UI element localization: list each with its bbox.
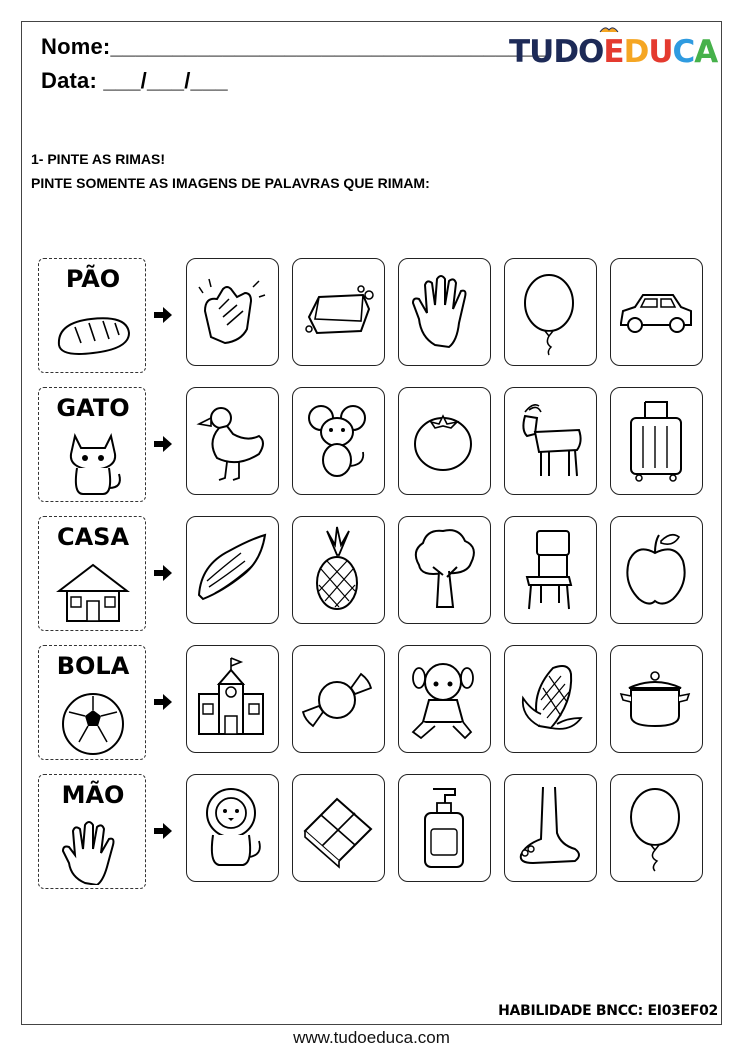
suitcase-icon bbox=[617, 396, 695, 486]
arrow-right-icon bbox=[152, 434, 174, 454]
hand-icon bbox=[53, 815, 133, 885]
tudoeduca-logo bbox=[509, 28, 717, 76]
option-card-suitcase[interactable] bbox=[610, 387, 703, 495]
logo-letter-a: A bbox=[694, 34, 718, 70]
doll-icon bbox=[405, 654, 483, 744]
option-card-balloon[interactable] bbox=[504, 258, 597, 366]
car-icon bbox=[617, 267, 695, 357]
house-icon bbox=[53, 557, 133, 627]
logo-text-tudo: TUDO bbox=[509, 34, 604, 70]
pot-icon bbox=[617, 654, 695, 744]
target-word-card bbox=[38, 387, 146, 502]
bread-icon bbox=[53, 299, 133, 369]
wing-icon bbox=[193, 525, 271, 615]
target-word-card bbox=[38, 645, 146, 760]
balloon-icon bbox=[617, 783, 695, 873]
arrow-right-icon bbox=[152, 563, 174, 583]
logo-letter-u: U bbox=[648, 34, 673, 70]
cat-icon bbox=[53, 428, 133, 498]
chair-icon bbox=[511, 525, 589, 615]
soap-icon bbox=[299, 267, 377, 357]
rhyme-row-1 bbox=[38, 258, 710, 373]
target-word: PÃO bbox=[65, 265, 121, 293]
rhyme-row-2 bbox=[38, 387, 710, 502]
option-card-foot[interactable] bbox=[504, 774, 597, 882]
exercise-instruction: PINTE SOMENTE AS IMAGENS DE PALAVRAS QUE RIMAM: bbox=[31, 175, 430, 191]
option-card-tree[interactable] bbox=[398, 516, 491, 624]
soap-dispenser-icon bbox=[405, 783, 483, 873]
apple-icon bbox=[617, 525, 695, 615]
clapping-hands-icon bbox=[193, 267, 271, 357]
arrow-right-icon bbox=[152, 692, 174, 712]
option-card-balloon[interactable] bbox=[610, 774, 703, 882]
option-card-lion[interactable] bbox=[186, 774, 279, 882]
exercise-title: 1- PINTE AS RIMAS! bbox=[31, 151, 166, 167]
target-word: GATO bbox=[56, 394, 130, 422]
rhyme-row-3 bbox=[38, 516, 710, 631]
target-word-card bbox=[38, 516, 146, 631]
date-field-label: Data: ___/___/___ bbox=[41, 68, 228, 93]
option-card-school[interactable] bbox=[186, 645, 279, 753]
lion-icon bbox=[193, 783, 271, 873]
option-card-clapping-hands[interactable] bbox=[186, 258, 279, 366]
target-word: BOLA bbox=[56, 652, 130, 680]
arrow-right-icon bbox=[152, 821, 174, 841]
foot-icon bbox=[511, 783, 589, 873]
option-card-tomato[interactable] bbox=[398, 387, 491, 495]
hand-icon bbox=[405, 267, 483, 357]
option-card-wing[interactable] bbox=[186, 516, 279, 624]
option-card-pineapple[interactable] bbox=[292, 516, 385, 624]
target-word-card bbox=[38, 774, 146, 889]
pineapple-icon bbox=[299, 525, 377, 615]
logo-letter-e: E bbox=[603, 34, 623, 70]
option-card-pot[interactable] bbox=[610, 645, 703, 753]
duck-icon bbox=[193, 396, 271, 486]
target-word-card bbox=[38, 258, 146, 373]
option-card-soap-dispenser[interactable] bbox=[398, 774, 491, 882]
option-card-goat[interactable] bbox=[504, 387, 597, 495]
arrow-right-icon bbox=[152, 305, 174, 325]
tree-icon bbox=[405, 525, 483, 615]
target-word: CASA bbox=[56, 523, 130, 551]
option-card-chair[interactable] bbox=[504, 516, 597, 624]
candy-icon bbox=[299, 654, 377, 744]
option-card-soap[interactable] bbox=[292, 258, 385, 366]
bncc-skill-label: HABILIDADE BNCC: EI03EF02 bbox=[498, 1003, 718, 1019]
option-card-hand[interactable] bbox=[398, 258, 491, 366]
chocolate-icon bbox=[299, 783, 377, 873]
goat-icon bbox=[511, 396, 589, 486]
corn-icon bbox=[511, 654, 589, 744]
logo-letter-d: D bbox=[623, 34, 649, 70]
logo-letter-c: C bbox=[672, 34, 695, 70]
option-card-car[interactable] bbox=[610, 258, 703, 366]
rhyme-row-4 bbox=[38, 645, 710, 760]
mouse-icon bbox=[299, 396, 377, 486]
option-card-corn[interactable] bbox=[504, 645, 597, 753]
school-icon bbox=[193, 654, 271, 744]
balloon-icon bbox=[511, 267, 589, 357]
ball-icon bbox=[53, 686, 133, 756]
option-card-duck[interactable] bbox=[186, 387, 279, 495]
target-word: MÃO bbox=[61, 781, 125, 809]
option-card-chocolate[interactable] bbox=[292, 774, 385, 882]
name-field-label: Nome:___________________________________ bbox=[41, 34, 546, 59]
option-card-candy[interactable] bbox=[292, 645, 385, 753]
tomato-icon bbox=[405, 396, 483, 486]
option-card-mouse[interactable] bbox=[292, 387, 385, 495]
book-icon bbox=[599, 24, 619, 34]
option-card-apple[interactable] bbox=[610, 516, 703, 624]
rhyme-row-5 bbox=[38, 774, 710, 889]
option-card-doll[interactable] bbox=[398, 645, 491, 753]
website-url[interactable]: www.tudoeduca.com bbox=[293, 1028, 450, 1047]
